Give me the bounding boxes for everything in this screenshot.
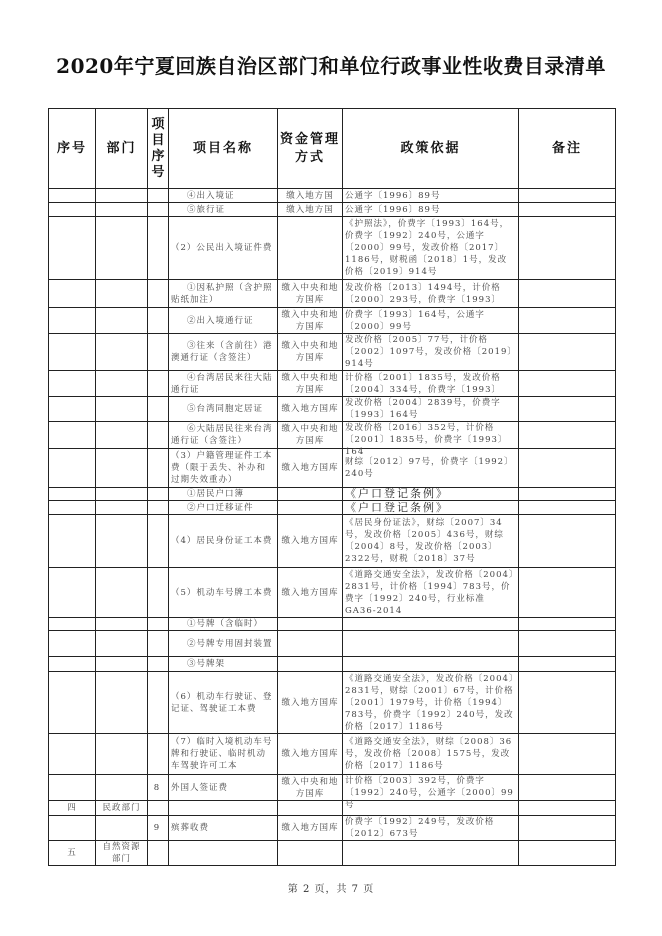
cell-fund (278, 371, 343, 397)
header-no: 序号 (49, 109, 96, 189)
cell-policy (343, 422, 519, 457)
no-text: 四 (67, 803, 77, 813)
cell-fund (278, 308, 343, 334)
fund-text: 缴入地方国库 (281, 536, 339, 546)
table-row (49, 189, 616, 203)
cell-fund (278, 449, 343, 488)
cell-item-no (148, 816, 169, 841)
policy-text: 公通字〔1996〕89号 (345, 204, 441, 215)
policy-text: 价费字〔1993〕164号，公通字〔2000〕99号 (345, 309, 485, 332)
cell-fund (278, 631, 343, 657)
name-text: ⑤旅行证 (187, 204, 226, 215)
item-no-text: 9 (153, 823, 161, 833)
dept-text: 自然资源部门 (102, 842, 141, 864)
fund-text: 缴入地方国库 (281, 749, 339, 759)
cell-fund (278, 775, 343, 801)
cell-policy (343, 217, 519, 280)
table-row (49, 203, 616, 217)
table-row (49, 334, 616, 371)
cell-dept (96, 657, 148, 672)
cell-item-no (148, 734, 169, 775)
cell-dept (96, 203, 148, 217)
dept-text: 民政部门 (102, 803, 141, 813)
cell-dept (96, 397, 148, 422)
cell-no (49, 308, 96, 334)
cell-name (169, 397, 278, 422)
cell-dept (96, 189, 148, 203)
cell-name (169, 515, 278, 568)
policy-text: 发改价格〔2005〕77号，计价格〔2002〕1097号，发改价格〔2019〕914号 (345, 335, 513, 369)
cell-note (519, 334, 616, 371)
cell-no (49, 501, 96, 515)
table-row (49, 841, 616, 866)
cell-dept (96, 501, 148, 515)
name-text: ①因私护照（含护照贴纸加注） (171, 282, 273, 305)
cell-policy (343, 841, 519, 866)
fund-text: 缴入地方国库 (281, 587, 339, 598)
cell-name (169, 816, 278, 841)
cell-dept (96, 515, 148, 568)
cell-item-no (148, 631, 169, 657)
name-text: ②号牌专用固封装置 (187, 638, 273, 649)
name-text: ⑥大陆居民往来台湾通行证（含签注） (171, 424, 273, 446)
cell-item-no (148, 422, 169, 449)
cell-item-no (148, 334, 169, 371)
cell-policy (343, 280, 519, 308)
name-text: （3）户籍管理证件工本费（限于丢失、补办和过期失效重办） (171, 451, 273, 485)
fund-text: 缴入中央和地方国库 (281, 776, 339, 799)
cell-item-no (148, 308, 169, 334)
table-row (49, 501, 616, 515)
fund-text: 缴入中央和地方国库 (281, 424, 339, 446)
cell-no (49, 775, 96, 801)
cell-no (49, 816, 96, 841)
cell-item-no (148, 397, 169, 422)
cell-item-no (148, 618, 169, 631)
cell-dept (96, 334, 148, 371)
header-note: 备注 (519, 109, 616, 189)
table-header (49, 109, 616, 189)
cell-policy (343, 397, 519, 422)
cell-dept (96, 631, 148, 657)
cell-dept (96, 422, 148, 449)
cell-dept (96, 280, 148, 308)
cell-name (169, 488, 278, 501)
cell-no (49, 841, 96, 866)
cell-item-no (148, 449, 169, 488)
cell-item-no (148, 515, 169, 568)
cell-policy (343, 371, 519, 397)
cell-fund (278, 488, 343, 501)
policy-text: 《户口登记条例》 (345, 487, 449, 500)
cell-item-no (148, 841, 169, 866)
cell-fund (278, 334, 343, 371)
header-dept: 部门 (96, 109, 148, 189)
table-row (49, 775, 616, 801)
table-row (49, 449, 616, 488)
cell-note (519, 775, 616, 801)
cell-name (169, 371, 278, 397)
cell-note (519, 308, 616, 334)
table-row (49, 515, 616, 568)
table-row (49, 488, 616, 501)
cell-name (169, 734, 278, 775)
policy-text: 财综〔2012〕97号，价费字〔1992〕240号 (345, 457, 514, 479)
cell-note (519, 801, 616, 816)
policy-text: 发改价格〔2004〕2839号，价费字〔1993〕164号 (345, 398, 501, 420)
cell-note (519, 618, 616, 631)
cell-dept (96, 618, 148, 631)
header-policy: 政策依据 (343, 109, 519, 189)
policy-text: 计价格〔2001〕1835号，发改价格〔2004〕334号，价费字〔1993〕 (345, 372, 501, 395)
cell-name (169, 801, 278, 816)
cell-item-no (148, 501, 169, 515)
cell-no (49, 280, 96, 308)
cell-no (49, 568, 96, 618)
cell-note (519, 203, 616, 217)
cell-no (49, 631, 96, 657)
fund-text: 缴入地方国库 (281, 823, 339, 833)
cell-fund (278, 734, 343, 775)
fund-text: 缴入中央和地方国库 (281, 282, 339, 305)
cell-policy (343, 775, 519, 810)
name-text: ②户口迁移证件 (187, 502, 254, 513)
policy-text: 计价格〔2003〕392号，价费字〔1992〕240号，公通字〔2000〕99号 (345, 776, 514, 810)
cell-fund (278, 217, 343, 280)
name-text: ①号牌（含临时） (187, 619, 264, 629)
no-text: 五 (67, 848, 77, 858)
cell-fund (278, 618, 343, 631)
policy-text: 《居民身份证法》，财综〔2007〕34号，发改价格〔2005〕436号，财综〔2004〕8号，发改价格〔2003〕2322号，财税〔2018〕37号 (345, 518, 504, 564)
table-row (49, 217, 616, 280)
cell-no (49, 657, 96, 672)
cell-item-no (148, 217, 169, 280)
cell-dept (96, 308, 148, 334)
cell-no (49, 334, 96, 371)
cell-name (169, 449, 278, 488)
cell-no (49, 734, 96, 775)
cell-dept (96, 841, 148, 866)
table-row (49, 371, 616, 397)
cell-fund (278, 816, 343, 841)
header-name: 项目名称 (169, 109, 278, 189)
name-text: ④出入境证 (187, 190, 235, 201)
cell-dept (96, 672, 148, 734)
cell-note (519, 189, 616, 203)
table-row (49, 308, 616, 334)
policy-text: 《户口登记条例》 (345, 500, 449, 514)
name-text: （2）公民出入境证件费 (171, 243, 273, 253)
fund-text: 缴入地方国库 (281, 463, 339, 473)
cell-name (169, 280, 278, 308)
name-text: 殡葬收费 (171, 823, 210, 833)
cell-name (169, 334, 278, 371)
policy-text: 公通字〔1996〕89号 (345, 190, 441, 201)
cell-name (169, 841, 278, 866)
table-row (49, 801, 616, 816)
cell-fund (278, 189, 343, 203)
cell-name (169, 775, 278, 801)
fund-text: 缴入地方国库 (281, 697, 339, 708)
cell-dept (96, 734, 148, 775)
table-row (49, 734, 616, 775)
fund-text: 缴入中央和地方国库 (281, 309, 339, 332)
cell-fund (278, 672, 343, 734)
cell-no (49, 189, 96, 203)
table-row (49, 568, 616, 618)
cell-dept (96, 371, 148, 397)
name-text: ④台湾居民来往大陆通行证 (171, 372, 273, 395)
cell-note (519, 217, 616, 280)
cell-policy (343, 189, 519, 203)
cell-dept (96, 217, 148, 280)
table-row (49, 657, 616, 672)
name-text: （5）机动车号牌工本费 (171, 587, 273, 598)
cell-no (49, 672, 96, 734)
name-text: （7）临时入境机动车号牌和行驶证、临时机动车驾驶许可工本 (171, 737, 273, 771)
fund-text: 缴入中央和地方国库 (281, 372, 339, 395)
policy-text: 发改价格〔2013〕1494号，计价格〔2000〕293号，价费字〔1993〕 (345, 282, 501, 305)
cell-note (519, 841, 616, 866)
cell-note (519, 515, 616, 568)
cell-item-no (148, 801, 169, 816)
cell-no (49, 371, 96, 397)
cell-note (519, 501, 616, 515)
cell-note (519, 672, 616, 734)
policy-text: 发改价格〔2016〕352号，计价格〔2001〕1835号，价费字〔1993〕164 (345, 423, 508, 457)
cell-no (49, 618, 96, 631)
cell-name (169, 422, 278, 449)
name-text: ②出入境通行证 (187, 315, 254, 326)
table-row (49, 280, 616, 308)
cell-note (519, 397, 616, 422)
cell-item-no (148, 488, 169, 501)
cell-note (519, 631, 616, 657)
cell-policy (343, 203, 519, 217)
cell-note (519, 816, 616, 841)
cell-dept (96, 449, 148, 488)
fee-table (48, 108, 616, 866)
fund-text: 缴入地方国库 (281, 404, 339, 414)
cell-policy (343, 631, 519, 657)
item-no-text: 8 (153, 782, 161, 793)
cell-policy (343, 515, 519, 568)
cell-fund (278, 657, 343, 672)
cell-name (169, 631, 278, 657)
cell-note (519, 657, 616, 672)
cell-policy (343, 501, 519, 515)
cell-name (169, 501, 278, 515)
cell-dept (96, 488, 148, 501)
cell-policy (343, 568, 519, 618)
cell-name (169, 672, 278, 734)
name-text: （4）居民身份证工本费 (171, 536, 273, 546)
cell-fund (278, 568, 343, 618)
cell-name (169, 203, 278, 217)
name-text: ③号牌架 (187, 659, 226, 669)
cell-item-no (148, 189, 169, 203)
cell-no (49, 449, 96, 488)
policy-text: 《道路交通安全法》，财综〔2008〕36号，发改价格〔2008〕1575号，发改价格〔2017〕1186号 (345, 737, 513, 771)
name-text: ①居民户口簿 (187, 489, 245, 499)
cell-policy (343, 672, 519, 734)
cell-name (169, 618, 278, 631)
cell-fund (278, 280, 343, 308)
page-title: 2020年宁夏回族自治区部门和单位行政事业性收费目录清单 (56, 54, 606, 78)
cell-dept (96, 568, 148, 618)
fund-text: 缴入地方国 (286, 190, 334, 201)
cell-note (519, 422, 616, 449)
name-text: 外国人签证费 (171, 782, 229, 793)
cell-dept (96, 775, 148, 801)
cell-policy (343, 801, 519, 816)
cell-note (519, 568, 616, 618)
cell-name (169, 568, 278, 618)
cell-name (169, 189, 278, 203)
cell-note (519, 734, 616, 775)
cell-item-no (148, 203, 169, 217)
cell-note (519, 449, 616, 488)
cell-no (49, 203, 96, 217)
name-text: ⑤台湾同胞定居证 (187, 404, 264, 414)
cell-fund (278, 515, 343, 568)
cell-fund (278, 397, 343, 422)
page-footer: 第 2 页，共 7 页 (287, 884, 375, 895)
cell-no (49, 515, 96, 568)
cell-fund (278, 203, 343, 217)
cell-note (519, 488, 616, 501)
cell-policy (343, 488, 519, 501)
cell-policy (343, 308, 519, 334)
cell-no (49, 488, 96, 501)
name-text: （6）机动车行驶证、登记证、驾驶证工本费 (171, 691, 273, 714)
cell-item-no (148, 280, 169, 308)
table-row (49, 631, 616, 657)
cell-policy (343, 334, 519, 371)
cell-item-no (148, 657, 169, 672)
cell-item-no (148, 775, 169, 801)
header-item-no: 项目序号 (148, 109, 169, 189)
table-row (49, 397, 616, 422)
cell-name (169, 657, 278, 672)
fund-text: 缴入地方国 (286, 204, 334, 215)
cell-no (49, 422, 96, 449)
cell-no (49, 217, 96, 280)
cell-note (519, 280, 616, 308)
cell-no (49, 801, 96, 816)
cell-fund (278, 801, 343, 816)
cell-dept (96, 816, 148, 841)
header-fund: 资金管理方式 (278, 109, 343, 189)
cell-policy (343, 734, 519, 775)
name-text: ③往来（含前往）港澳通行证（含签注） (171, 341, 273, 363)
policy-text: 价费字〔1992〕249号，发改价格〔2012〕673号 (345, 817, 495, 839)
cell-fund (278, 422, 343, 449)
cell-dept (96, 801, 148, 816)
cell-item-no (148, 371, 169, 397)
policy-text: 《护照法》，价费字〔1993〕164号，价费字〔1992〕240号，公通字〔2000〕99号，发改价格〔2017〕1186号，财税函〔2018〕1号，发改价格〔2019〕914号 (345, 219, 510, 277)
cell-name (169, 217, 278, 280)
cell-item-no (148, 672, 169, 734)
cell-fund (278, 501, 343, 515)
table-row (49, 672, 616, 734)
cell-fund (278, 841, 343, 866)
table-row (49, 816, 616, 841)
cell-policy (343, 816, 519, 841)
cell-name (169, 308, 278, 334)
table-row (49, 422, 616, 449)
cell-policy (343, 657, 519, 672)
policy-text: 《道路交通安全法》，发改价格〔2004〕2831号，财综〔2001〕67号，计价格〔2001〕1979号，计价格〔1994〕783号，价费字〔1992〕240号，发改价格〔2017〕1186号 (345, 673, 515, 732)
cell-item-no (148, 568, 169, 618)
cell-no (49, 397, 96, 422)
policy-text: 《道路交通安全法》，发改价格〔2004〕2831号，计价格〔1994〕783号，价费字〔1992〕240号，行业标准GA36-2014 (345, 569, 515, 616)
table-row (49, 618, 616, 631)
fund-text: 缴入中央和地方国库 (281, 341, 339, 363)
cell-policy (343, 449, 519, 488)
cell-policy (343, 618, 519, 631)
cell-note (519, 371, 616, 397)
